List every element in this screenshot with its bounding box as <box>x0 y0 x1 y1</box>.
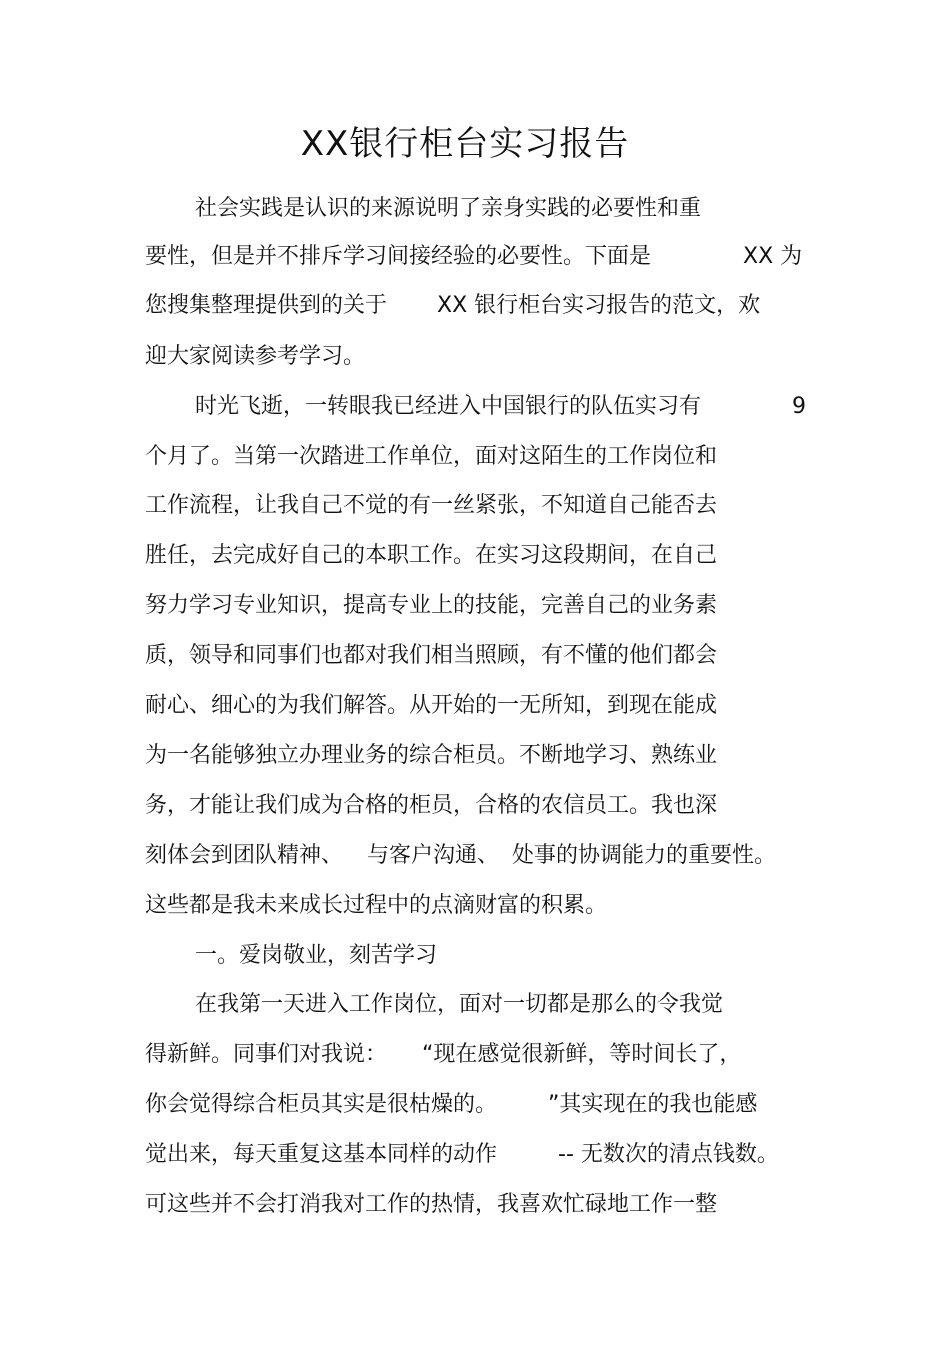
paragraph-line: 胜任，去完成好自己的本职工作。在实习这段期间，在自己 <box>145 543 718 568</box>
section-heading: 一。爱岗敬业，刻苦学习 <box>195 943 438 968</box>
paragraph-line-segment: XX 银行柜台实习报告的范文，欢 <box>437 293 761 318</box>
paragraph-line: 时光飞逝，一转眼我已经进入中国银行的队伍实习有 <box>195 394 702 419</box>
paragraph-line: 社会实践是认识的来源说明了亲身实践的必要性和重 <box>195 196 702 221</box>
document-title: XX银行柜台实习报告 <box>300 124 630 164</box>
paragraph-line: 你会觉得综合柜员其实是很枯燥的。 <box>145 1092 498 1117</box>
paragraph-line: 努力学习专业知识，提高专业上的技能，完善自己的业务素 <box>145 593 718 618</box>
paragraph-line: 在我第一天进入工作岗位，面对一切都是那么的令我觉 <box>195 992 724 1017</box>
paragraph-line: 您搜集整理提供到的关于 <box>145 293 388 318</box>
paragraph-line: 可这些并不会打消我对工作的热情，我喜欢忙碌地工作一整 <box>145 1192 718 1217</box>
paragraph-line: 刻体会到团队精神、 <box>145 843 344 868</box>
paragraph-line: 要性，但是并不排斥学习间接经验的必要性。下面是 <box>145 244 652 269</box>
paragraph-line: 这些都是我未来成长过程中的点滴财富的积累。 <box>145 893 608 918</box>
paragraph-line: 耐心、细心的为我们解答。从开始的一无所知，到现在能成 <box>145 693 718 718</box>
paragraph-line-segment: 9 <box>792 394 806 419</box>
paragraph-line: 务，才能让我们成为合格的柜员，合格的农信员工。我也深 <box>145 793 718 818</box>
paragraph-line: 质，领导和同事们也都对我们相当照顾，有不懂的他们都会 <box>145 643 718 668</box>
paragraph-line: 得新鲜。同事们对我说： <box>145 1042 388 1067</box>
paragraph-line-segment: 处事的协调能力的重要性。 <box>512 843 777 868</box>
paragraph-line: 迎大家阅读参考学习。 <box>145 344 366 369</box>
paragraph-line-segment: -- 无数次的清点钱数。 <box>558 1142 779 1167</box>
paragraph-line: 觉出来，每天重复这基本同样的动作 <box>145 1142 498 1167</box>
paragraph-line-segment: ”其实现在的我也能感 <box>548 1092 758 1117</box>
paragraph-line: 个月了。当第一次踏进工作单位，面对这陌生的工作岗位和 <box>145 444 718 469</box>
paragraph-line-segment: XX 为 <box>743 244 803 269</box>
paragraph-line-segment: 与客户沟通、 <box>367 843 500 868</box>
paragraph-line: 工作流程，让我自己不觉的有一丝紧张，不知道自己能否去 <box>145 493 718 518</box>
paragraph-line-segment: “现在感觉很新鲜，等时间长了， <box>422 1042 742 1067</box>
paragraph-line: 为一名能够独立办理业务的综合柜员。不断地学习、熟练业 <box>145 743 718 768</box>
